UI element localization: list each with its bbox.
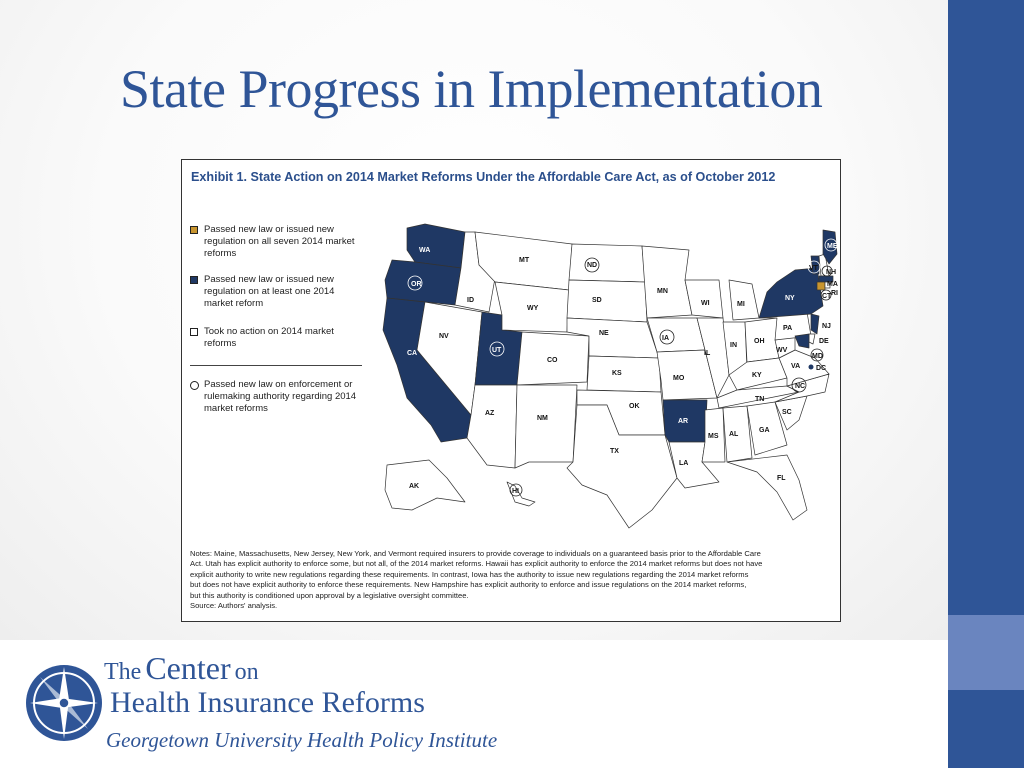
exhibit-panel: [181, 159, 841, 622]
state-label: MO: [673, 375, 685, 382]
state-label: TX: [610, 448, 619, 455]
state-label: NC: [795, 383, 806, 390]
state-label: PA: [783, 325, 793, 332]
exhibit-title: Exhibit 1. State Action on 2014 Market Reforms Under the Affordable Care Act, as of October 2012: [191, 170, 776, 184]
state-label: WY: [527, 305, 539, 312]
state-label: ND: [587, 262, 598, 269]
state-AZ: [467, 385, 517, 468]
state-label: NH: [826, 269, 837, 276]
state-label: LA: [679, 460, 689, 467]
state-label: WV: [776, 347, 788, 354]
note-line: Source: Authors' analysis.: [190, 601, 278, 611]
state-label: AZ: [485, 410, 495, 417]
legend-circle-icon: [190, 381, 199, 390]
state-label: AR: [678, 418, 689, 425]
state-label: RI: [831, 290, 838, 297]
state-label: FL: [777, 475, 786, 482]
state-label: KS: [612, 370, 622, 377]
state-label: WA: [419, 247, 431, 254]
legend-label: Passed new law on enforcement or rulemaking authority regarding 2014 market reforms: [204, 379, 357, 414]
state-label: CO: [547, 357, 558, 364]
state-KS: [587, 356, 661, 392]
state-label: NY: [785, 295, 795, 302]
state-label: CT: [822, 293, 832, 300]
state-label: WI: [701, 300, 710, 307]
side-bar-accent: [948, 615, 1024, 690]
state-label: VA: [791, 363, 801, 370]
logo-wordmark-line1: [104, 650, 259, 687]
state-NJ: [811, 314, 819, 334]
state-label: DE: [819, 338, 829, 345]
state-MI: [729, 280, 759, 320]
state-label: MD: [812, 353, 823, 360]
legend-label: Passed new law or issued new regulation on at least one 2014 market reform: [204, 274, 335, 309]
legend-divider: [190, 365, 362, 366]
state-WA: [407, 224, 465, 268]
note-line: but this authority is conditioned upon approval by a legislative oversight committee.: [190, 590, 469, 600]
state-label: IL: [704, 350, 711, 357]
note-line: Act. Utah has explicit authority to enforce some, but not all, of the 2014 market reforms. Hawaii has explicit authority to enforce the 2014 market reforms but does not have: [190, 559, 763, 569]
note-line: Notes: Maine, Massachusetts, New Jersey, New York, and Vermont required insurers to provide coverage to individuals on a guaranteed basis prior to the Affordable Care: [190, 549, 761, 558]
slide-title: State Progress in Implementation: [120, 59, 823, 119]
state-label: AL: [729, 431, 739, 438]
state-label: GA: [759, 427, 770, 434]
state-label: KY: [752, 372, 762, 379]
dc-marker: [809, 365, 814, 370]
legend-label: Passed new law or issued new regulation on all seven 2014 market reforms: [204, 224, 355, 259]
state-IA: [647, 318, 705, 352]
state-label: DC: [816, 365, 827, 372]
state-label: IA: [662, 335, 669, 342]
logo-tagline: Georgetown University Health Policy Institute: [106, 728, 498, 752]
state-ND: [569, 244, 645, 282]
legend-swatch-navy: [190, 276, 198, 284]
state-OR: [385, 260, 461, 305]
state-label: SC: [782, 409, 792, 416]
state-label: MS: [708, 433, 719, 440]
exhibit-notes: [190, 549, 835, 611]
state-label: IN: [730, 342, 737, 349]
note-line: explicit authority to write new regulations regarding these requirements. In contrast, Iowa has the authority to issue new regulations regarding the 2014 market reforms: [190, 569, 749, 579]
state-label: ME: [827, 243, 838, 250]
legend-swatch-gold: [190, 226, 198, 234]
state-label: NJ: [822, 323, 831, 330]
state-CT: [817, 282, 825, 290]
logo-center: Center: [145, 650, 231, 686]
state-MD: [795, 334, 809, 348]
logo-wordmark-line2: Health Insurance Reforms: [110, 686, 425, 719]
state-label: ID: [467, 297, 474, 304]
state-NY: [759, 268, 823, 318]
logo-the: The: [104, 659, 142, 685]
state-label: MA: [827, 281, 838, 288]
legend-item-some-reforms: [190, 274, 365, 310]
state-label: OK: [629, 403, 640, 410]
us-states-map: [367, 210, 837, 530]
legend-item-no-action: [190, 326, 365, 350]
state-label: NM: [537, 415, 548, 422]
state-label: TN: [755, 396, 765, 403]
legend-label: Took no action on 2014 market reforms: [204, 326, 334, 349]
state-label: VT: [809, 265, 818, 272]
state-label: CA: [407, 350, 418, 357]
state-MN: [642, 246, 692, 318]
state-label: NE: [599, 330, 609, 337]
state-label: OH: [754, 338, 765, 345]
state-SD: [567, 280, 647, 322]
legend-swatch-white: [190, 328, 198, 336]
state-label: NV: [439, 333, 449, 340]
note-line: but does not have explicit authority to enforce these requirements. New Hampshire has explicit authority to enforce and issue regulations on the 2014 market reforms,: [190, 580, 747, 590]
state-label: AK: [409, 483, 420, 490]
state-label: MN: [657, 288, 668, 295]
state-FL: [727, 455, 807, 520]
state-label: MT: [519, 257, 530, 264]
state-DE: [809, 334, 815, 344]
logo-on: on: [234, 659, 259, 685]
compass-logo-icon: [22, 655, 106, 751]
state-label: UT: [492, 347, 502, 354]
state-label: OR: [411, 281, 422, 288]
state-NM: [515, 385, 577, 468]
state-label: HI: [512, 488, 519, 495]
state-label: MI: [737, 301, 745, 308]
state-AK: [385, 460, 465, 510]
legend-item-all-reforms: [190, 224, 365, 260]
legend-item-enforcement: [190, 379, 365, 415]
state-label: SD: [592, 297, 602, 304]
